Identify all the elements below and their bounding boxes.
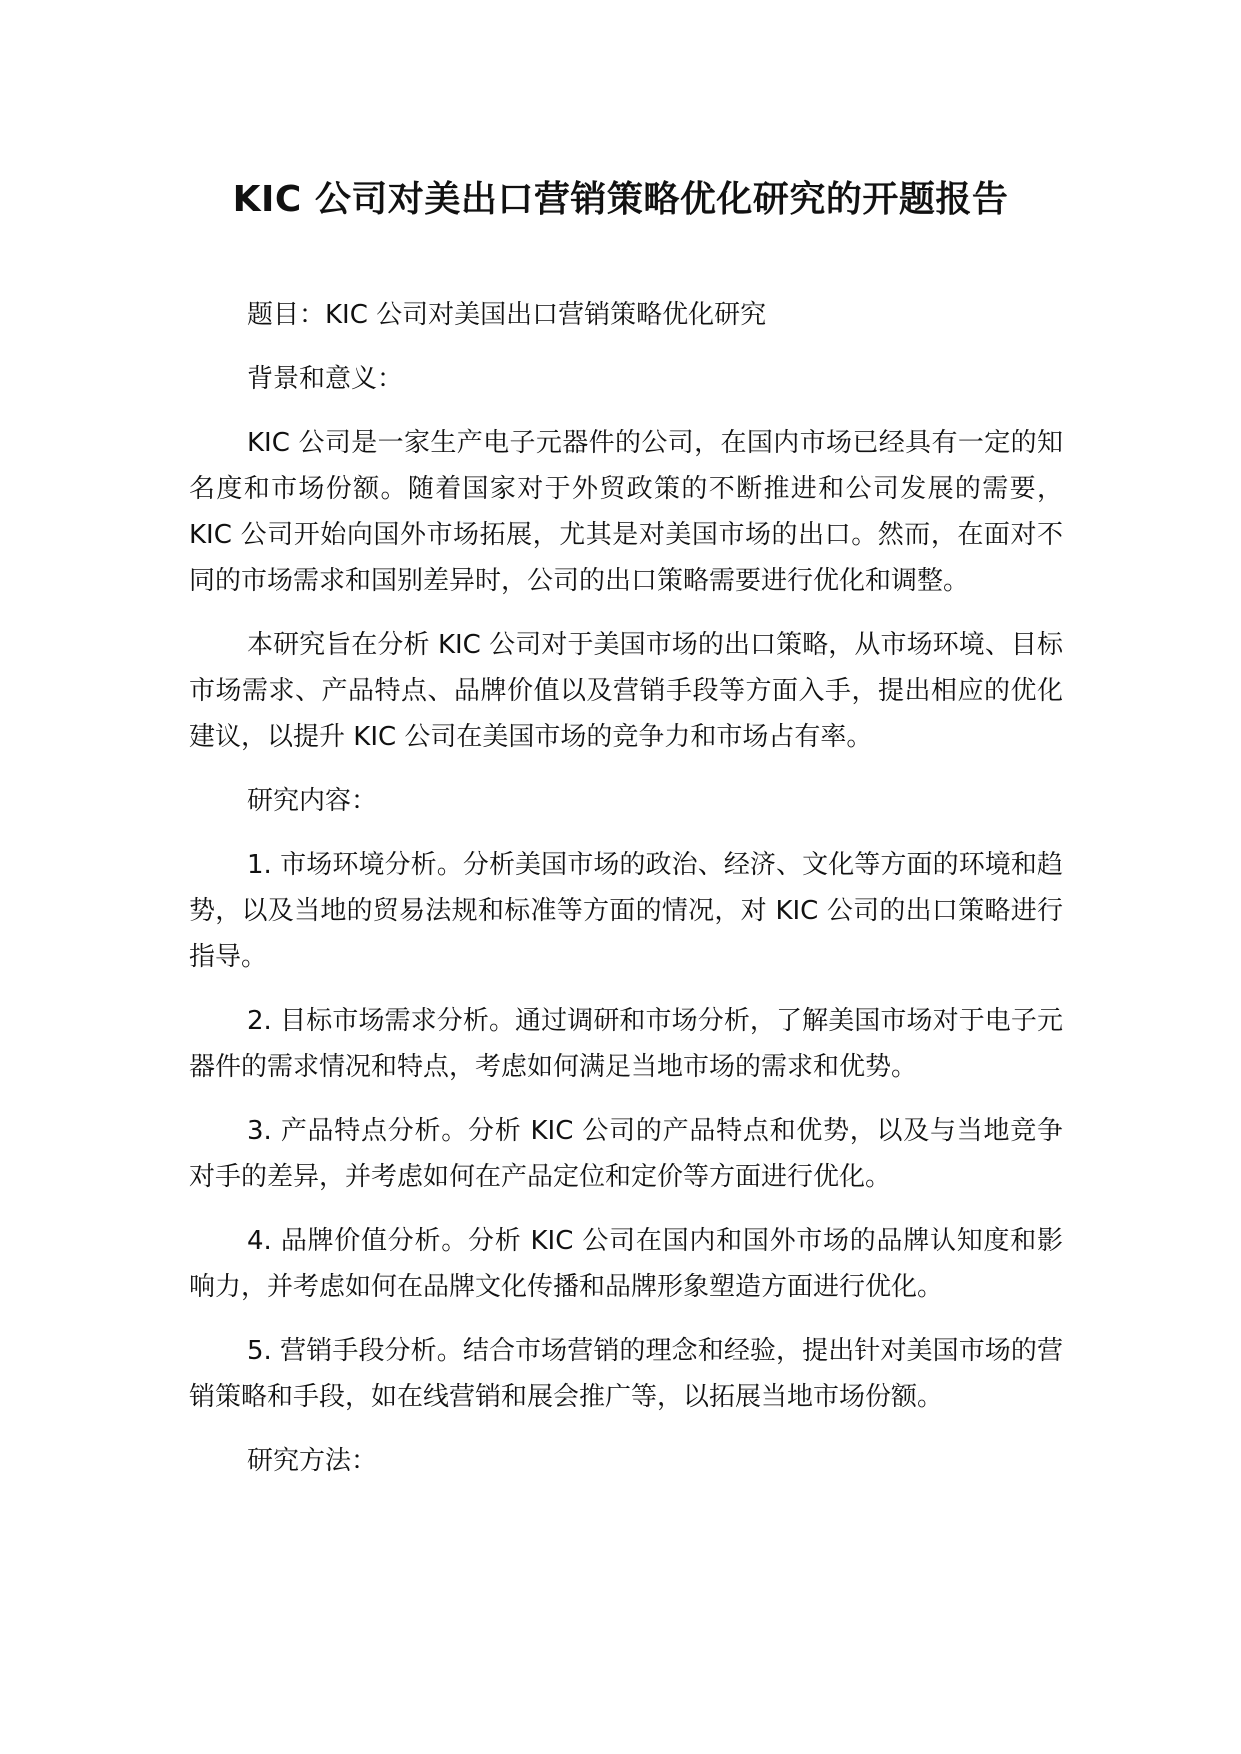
section-heading-content: 研究内容： [247, 786, 378, 816]
section-heading-method: 研究方法： [247, 1446, 378, 1476]
purpose-paragraph: 本研究旨在分析 KIC 公司对于美国市场的出口策略，从市场环境、目标市场需求、产品特点、品牌价值以及营销手段等方面入手，提出相应的优化建议，以提升 KIC 公司在美国市场的竞争力和市场占有率。 [189, 630, 1063, 752]
content-item-2: 2. 目标市场需求分析。通过调研和市场分析，了解美国市场对于电子元器件的需求情况和特点，考虑如何满足当地市场的需求和优势。 [189, 1006, 1063, 1082]
content-item-1: 1. 市场环境分析。分析美国市场的政治、经济、文化等方面的环境和趋势，以及当地的贸易法规和标准等方面的情况，对 KIC 公司的出口策略进行指导。 [189, 850, 1063, 972]
document-title: KIC 公司对美出口营销策略优化研究的开题报告 [232, 179, 1009, 220]
content-item-3: 3. 产品特点分析。分析 KIC 公司的产品特点和优势，以及与当地竞争对手的差异，并考虑如何在产品定位和定价等方面进行优化。 [189, 1116, 1063, 1192]
section-heading-background: 背景和意义： [247, 364, 404, 394]
content-item-4: 4. 品牌价值分析。分析 KIC 公司在国内和国外市场的品牌认知度和影响力，并考虑如何在品牌文化传播和品牌形象塑造方面进行优化。 [189, 1226, 1063, 1302]
topic-line: 题目：KIC 公司对美国出口营销策略优化研究 [247, 300, 767, 330]
background-paragraph: KIC 公司是一家生产电子元器件的公司，在国内市场已经具有一定的知名度和市场份额。随着国家对于外贸政策的不断推进和公司发展的需要，KIC 公司开始向国外市场拓展，尤其是对美国市场的出口。然而，在面对不同的市场需求和国别差异时，公司的出口策略需要进行优化和调整。 [189, 428, 1063, 596]
content-item-5: 5. 营销手段分析。结合市场营销的理念和经验，提出针对美国市场的营销策略和手段，如在线营销和展会推广等，以拓展当地市场份额。 [189, 1336, 1063, 1412]
document-body [189, 292, 1063, 1502]
